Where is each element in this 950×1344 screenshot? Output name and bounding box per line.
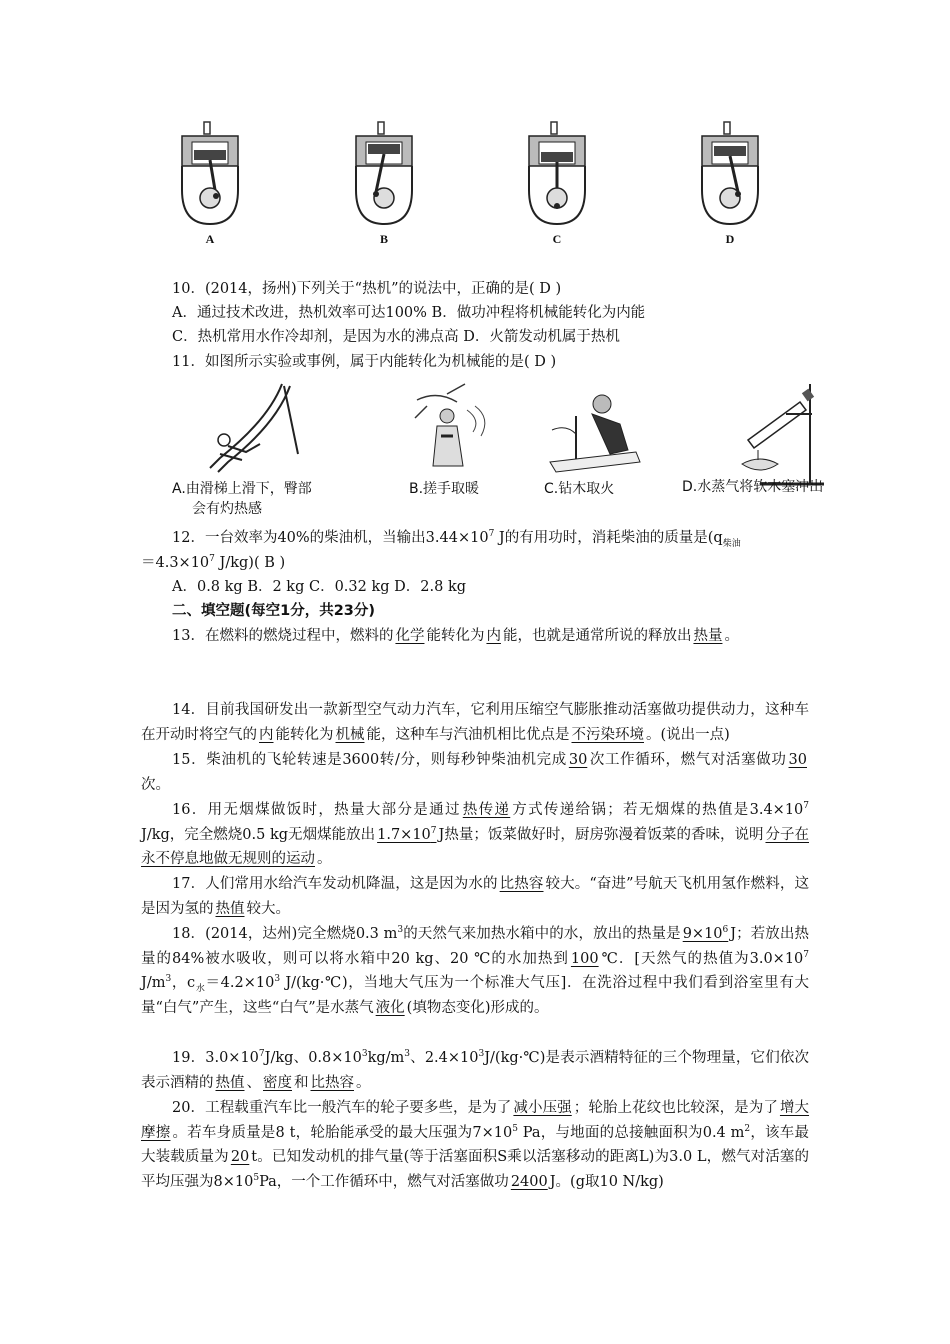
caption-d: D.水蒸气将软木塞冲出 xyxy=(682,479,824,495)
answer-blank: 增大摩擦 xyxy=(141,1100,810,1141)
engine-label-b: B xyxy=(379,232,388,246)
q14: 14．目前我国研发出一款新型空气动力汽车，它利用压缩空气膨胀推动活塞做功提供动力，这种车在开动时将空气的 内 能转化为 机械 能，这种车与汽油机相比优点是 不污染环境 。(说出一点) xyxy=(141,702,809,743)
answer-blank: 分子在永不停息地做无规则的运动 xyxy=(141,826,809,867)
q11-stem: 11．如图所示实验或事例，属于内能转化为机械能的是( D ) xyxy=(172,354,557,370)
answer-blank: 30 xyxy=(568,752,588,768)
q20: 20．工程载重汽车比一般汽车的轮子要多些，是为了 减小压强 ；轮胎上花纹也比较深，是为了 增大摩擦 。若车身质量是8 t，轮胎能承受的最大压强为$7\times 10^5$ Pa，与地面的总接触面积为0.4 $m^2$，该车最大装载质量为 20 t。已知发动机的排气量(等于活塞面积S乘以活塞移动的距离L)为3.0 L，燃气对活塞的平均压强为$8\times 10^5Pa$，一个工作循环中，燃气对活塞做功 2400 J。(g取10 N/kg) xyxy=(141,1100,810,1190)
engine-illustration xyxy=(348,120,420,228)
answer-blank: 化学 xyxy=(395,628,425,644)
engine-illustration xyxy=(521,120,593,228)
q15: 15．柴油机的飞轮转速是3600转/分，则每秒钟柴油机完成 30 次工作循环，燃气对活塞做功 30次。 xyxy=(141,752,807,793)
q11-figure-row xyxy=(172,380,852,520)
answer-blank: 100 xyxy=(570,950,599,967)
engine-diagram-a xyxy=(170,120,250,247)
answer-blank: 机械 xyxy=(335,726,365,743)
answer-blank: 内 xyxy=(259,726,274,743)
engine-stroke-diagrams xyxy=(170,120,790,260)
answer-blank: $1.7\times 10^7$ xyxy=(377,825,437,843)
answer-blank: 比热容 xyxy=(499,876,544,892)
answer-blank: $9\times 10^6$ xyxy=(682,925,729,942)
answer-blank: 不污染环境 xyxy=(571,726,644,743)
answer-blank: 比热容 xyxy=(310,1074,354,1091)
answer-blank: 热值 xyxy=(215,1074,245,1091)
answer-blank: 密度 xyxy=(263,1074,292,1091)
engine-diagram-b xyxy=(344,120,424,247)
q10-stem: 10．(2014，扬州)下列关于“热机”的说法中，正确的是( D ) xyxy=(172,281,562,297)
drill-wood-illustration xyxy=(540,380,650,479)
answer-blank: 2400 xyxy=(510,1173,548,1190)
q16: 16．用无烟煤做饭时，热量大部分是通过 热传递 方式传递给锅；若无烟煤的热值是$3.4\times 10^7$ J/kg，完全燃烧0.5 kg无烟煤能放出 $1.7\times 10^7$ J热量；饭菜做好时，厨房弥漫着饭菜的香味，说明 分子在永不停息地做无规则的运动 。 xyxy=(141,801,810,867)
rub-hands-illustration xyxy=(407,380,497,479)
engine-diagram-c xyxy=(517,120,597,247)
answer-blank: 热值 xyxy=(215,900,245,917)
answer-blank: 内 xyxy=(486,628,501,644)
caption-a: A.由滑梯上滑下，臀部 xyxy=(172,481,312,497)
q19: 19．$3.0\times 10^7J/kg$、$0.8\times 10^3kg/m^3$、$2.4\times 10^3J/(kg\cdot℃)$是表示酒精特征的三个物理量，它们依次表示酒精的 热值 、 密度 和 比热容 。 xyxy=(141,1049,809,1091)
engine-illustration xyxy=(174,120,246,228)
engine-label-a: A xyxy=(205,232,215,246)
q13: 13．在燃料的燃烧过程中，燃料的 化学 能转化为 内 能，也就是通常所说的释放出 热量 。 xyxy=(172,628,739,644)
q12-options: A．0.8 kg B．2 kg C．0.32 kg D．2.8 kg xyxy=(172,579,467,595)
answer-blank: 液化 xyxy=(375,999,405,1016)
answer-blank: 30 xyxy=(788,752,807,768)
engine-illustration xyxy=(694,120,766,228)
engine-label-c: C xyxy=(552,232,562,246)
q10-options-ab: A．通过技术改进，热机效率可达100% B．做功冲程将机械能转化为内能 xyxy=(172,305,646,321)
slide-illustration xyxy=(180,380,310,479)
q18: 18．(2014，达州)完全燃烧0.3 $m^3$的天然气来加热水箱中的水，放出的热量是 $9\times 10^6$ J；若放出热量的84%被水吸收，则可以将水箱中20 kg、20 ℃的水加热到 100 ℃．[天然气的热值为$3.0\times 10^7$ $J/m^3$，$c_水=4.2\times 10^3$ J/(kg·℃)，当地大气压为一个标准大气压]．在洗浴过程中我们看到浴室里有大量“白气”产生，这些“白气”是水蒸气 液化 (填物态变化)形成的。 xyxy=(141,925,809,1016)
answer-blank: 热量 xyxy=(693,628,723,644)
engine-diagram-d xyxy=(690,120,770,247)
answer-blank: 减小压强 xyxy=(513,1100,572,1116)
q17: 17．人们常用水给汽车发动机降温，这是因为水的 比热容 较大。“奋进”号航天飞机用氢作燃料，这是因为氢的 热值 较大。 xyxy=(141,876,810,917)
section-fill-in-title: 二、填空题(每空1分，共23分) xyxy=(172,603,376,619)
caption-c: C.钻木取火 xyxy=(544,481,615,497)
caption-a-line2: 会有灼热感 xyxy=(192,501,262,517)
q10-options-cd: C．热机常用水作冷却剂，是因为水的沸点高 D．火箭发动机属于热机 xyxy=(172,329,620,345)
caption-b: B.搓手取暖 xyxy=(409,481,480,497)
engine-label-d: D xyxy=(725,232,735,246)
answer-blank: 20 xyxy=(230,1149,250,1165)
answer-blank: 热传递 xyxy=(462,802,511,818)
q12-stem: 12．一台效率为40%的柴油机，当输出$3.44\times 10^7$ J的有用功时，消耗柴油的质量是($q_{柴油}$ $=4.3\times 10^7$ J/kg)( B ) xyxy=(141,529,741,571)
